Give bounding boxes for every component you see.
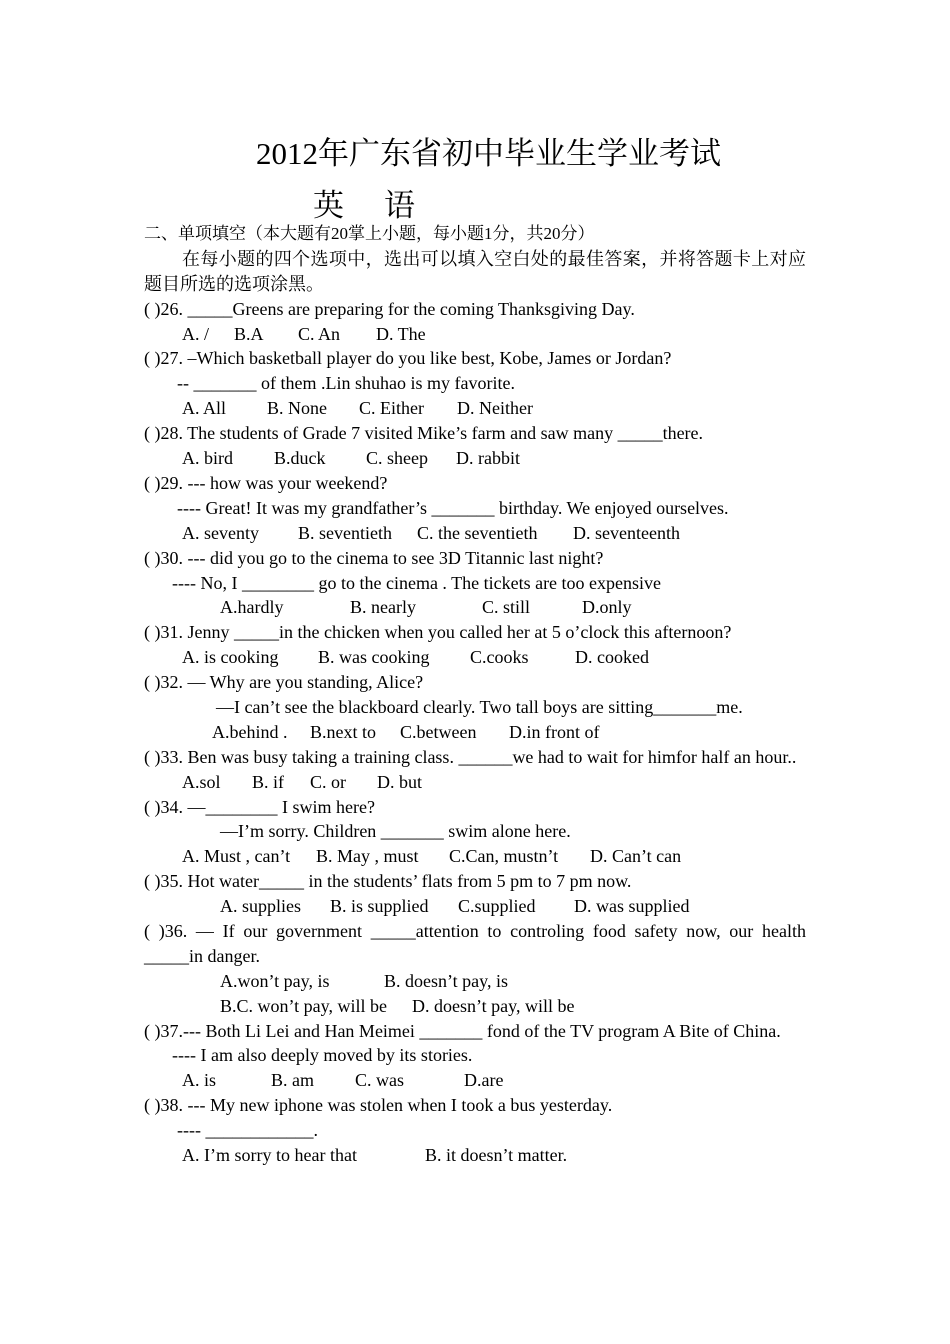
question-38-options	[144, 1143, 806, 1168]
option-a: A. is	[182, 1070, 217, 1091]
question-29-options	[144, 521, 806, 546]
question-36-stem: ( )36. — If our government _____attention to controling food safety now, our health _____in danger.	[144, 920, 806, 966]
question-35-options	[144, 894, 806, 919]
option-a: A. I’m sorry to hear that	[182, 1145, 357, 1166]
question-31-options	[144, 645, 806, 670]
question-38-stem: ( )38. --- My new iphone was stolen when I took a bus yesterday.	[144, 1095, 613, 1116]
option-b: B. None	[267, 398, 327, 419]
question-32-options	[144, 720, 806, 745]
option-d: D. cooked	[575, 647, 649, 668]
option-b: B. is supplied	[330, 896, 429, 917]
option-b: B. nearly	[350, 597, 416, 618]
option-d: D. The	[376, 323, 426, 344]
question-37-reply: ---- I am also deeply moved by its stories.	[172, 1045, 473, 1066]
option-a: A. supplies	[220, 896, 301, 917]
option-d: D. rabbit	[456, 448, 520, 469]
question-36-options-row1	[144, 969, 806, 994]
option-b: B. if	[252, 771, 285, 792]
option-a: A. is cooking	[182, 647, 279, 668]
option-b: B. doesn’t pay, is	[384, 970, 508, 991]
option-d: D. was supplied	[574, 896, 690, 917]
section-heading: 二、单项填空（本大题有20掌上小题，每小题1分，共20分）	[144, 224, 595, 243]
option-a: A.won’t pay, is	[220, 970, 330, 991]
option-a: A. Must , can’t	[182, 846, 291, 867]
option-d: D.are	[464, 1070, 504, 1091]
question-27-stem: ( )27. –Which basketball player do you like best, Kobe, James or Jordan?	[144, 348, 672, 369]
question-35-stem: ( )35. Hot water_____ in the students’ flats from 5 pm to 7 pm now.	[144, 871, 632, 892]
option-d: D.in front of	[509, 721, 600, 742]
option-b: B.A	[234, 323, 264, 344]
question-section	[144, 222, 806, 1168]
question-33-stem: ( )33. Ben was busy taking a training class. ______we had to wait for himfor half an hour..	[144, 746, 797, 767]
question-37-stem: ( )37.--- Both Li Lei and Han Meimei _______ fond of the TV program A Bite of China.	[144, 1020, 781, 1041]
question-28-stem: ( )28. The students of Grade 7 visited Mike’s farm and saw many _____there.	[144, 423, 704, 444]
question-34-options	[144, 844, 806, 869]
question-30-options	[144, 595, 806, 620]
option-d: D. Can’t can	[590, 846, 682, 867]
option-b: B.duck	[274, 448, 326, 469]
option-c: C. still	[482, 597, 531, 618]
option-c: C.supplied	[458, 896, 536, 917]
question-27-options	[144, 396, 806, 421]
exam-subject: 英语	[313, 188, 455, 223]
question-36-options-row2	[144, 994, 806, 1019]
question-26-stem: ( )26. _____Greens are preparing for the coming Thanksgiving Day.	[144, 298, 635, 319]
option-b: B. it doesn’t matter.	[425, 1145, 568, 1166]
question-38-reply: ---- ____________.	[177, 1120, 318, 1141]
option-a: A.behind .	[212, 721, 288, 742]
option-d: D. doesn’t pay, will be	[412, 995, 575, 1016]
option-c: C. sheep	[366, 448, 428, 469]
option-d: D.only	[582, 597, 632, 618]
option-a: A. seventy	[182, 522, 259, 543]
question-29-stem: ( )29. --- how was your weekend?	[144, 472, 388, 493]
question-34-reply: —I’m sorry. Children _______ swim alone here.	[220, 821, 571, 842]
option-a: A.sol	[182, 771, 221, 792]
question-28-options	[144, 446, 806, 471]
question-34-stem: ( )34. —________ I swim here?	[144, 796, 375, 817]
option-b: B.next to	[310, 721, 376, 742]
option-c: C. the seventieth	[417, 522, 538, 543]
question-30-stem: ( )30. --- did you go to the cinema to see 3D Titannic last night?	[144, 547, 604, 568]
option-b: B. May , must	[316, 846, 419, 867]
option-c: C.between	[400, 721, 477, 742]
option-a: A. /	[182, 323, 209, 344]
question-27-reply: -- _______ of them .Lin shuhao is my favorite.	[177, 373, 515, 394]
option-b: B. seventieth	[298, 522, 392, 543]
question-37-options	[144, 1068, 806, 1093]
option-c: C. was	[355, 1070, 404, 1091]
option-c: B.C. won’t pay, will be	[220, 995, 387, 1016]
option-a: A.hardly	[220, 597, 284, 618]
question-26-options	[144, 322, 806, 347]
option-b: B. was cooking	[318, 647, 430, 668]
question-32-stem: ( )32. — Why are you standing, Alice?	[144, 672, 424, 693]
question-31-stem: ( )31. Jenny _____in the chicken when you called her at 5 o’clock this afternoon?	[144, 622, 732, 643]
section-instruction: 在每小题的四个选项中，选出可以填入空白处的最佳答案，并将答题卡上对应题目所选的选项涂黑。	[144, 248, 806, 294]
exam-title: 2012年广东省初中毕业生学业考试	[256, 136, 721, 171]
question-29-reply: ---- Great! It was my grandfather’s _______ birthday. We enjoyed ourselves.	[177, 497, 729, 518]
option-d: D. seventeenth	[573, 522, 680, 543]
question-33-options	[144, 770, 806, 795]
option-c: C. An	[298, 323, 341, 344]
option-d: D. Neither	[457, 398, 533, 419]
option-a: A. bird	[182, 448, 233, 469]
question-30-reply: ---- No, I ________ go to the cinema . The tickets are too expensive	[172, 572, 662, 593]
question-32-reply: —I can’t see the blackboard clearly. Two tall boys are sitting_______me.	[216, 696, 743, 717]
option-c: C.Can, mustn’t	[449, 846, 559, 867]
option-c: C. Either	[359, 398, 424, 419]
option-d: D. but	[377, 771, 422, 792]
option-c: C. or	[310, 771, 346, 792]
option-a: A. All	[182, 398, 227, 419]
option-b: B. am	[271, 1070, 314, 1091]
option-c: C.cooks	[470, 647, 529, 668]
